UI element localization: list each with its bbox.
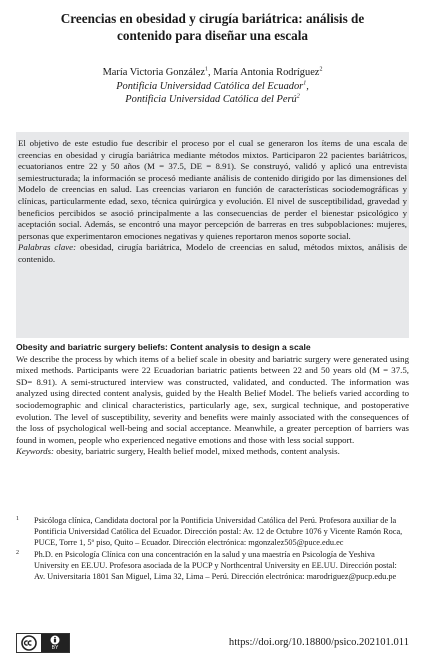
footnote-1-text: Psicóloga clínica, Candidata doctoral por la Pontificia Universidad Católica del Perú. Profesora auxiliar de la Pontificia Universidad Católica del Ecuador. Dirección postal: Av. 12 de Octubre 1076 y Vicente Ramón Roca, PUCE, Torre 1, 5º piso, Quito – Ecuador. Dirección electrónica: mgonzalez505@puce.edu.ec bbox=[34, 516, 403, 547]
abstract-spanish-text: El objetivo de este estudio fue describir el proceso por el cual se generaron los ítems de una escala de creencias en obesidad y cirugía bariátrica mediante métodos mixtos. Participaron 22 pacientes bariátricos, ecuatorianos entre 22 y 50 años (M = 37.5, DE = 8.91). Se construyó, validó y aplicó una entrevista semiestructurada; la información se procesó mediante análisis de contenido dirigido por las dimensiones del Modelo de creencias en salud. Las creencias variaron en función de características sociodemográficas y clínicas, particularmente edad, sexo, técnica quirúrgica y evolución. El nivel de susceptibilidad, gravedad y beneficios percibidos se asoció principalmente a las consecuencias de perder el bienestar psicológico y aceptación social. Además, se encontró una mayor percepción de barreras en tres subpoblaciones: mujeres, personas que experimentaron emociones negativas y quienes reportaron menos soporte social. bbox=[18, 138, 407, 241]
cc-icon bbox=[17, 634, 41, 652]
author-1: María Victoria González bbox=[102, 67, 206, 78]
title-line-1: Creencias en obesidad y cirugía bariátrica: análisis de bbox=[60, 11, 365, 26]
footnote-1-mark: 1 bbox=[16, 516, 19, 522]
keywords-spanish: Palabras clave: obesidad, cirugía bariátrica, Modelo de creencias en salud, métodos mixtos, análisis de contenido. bbox=[18, 242, 408, 264]
cc-by-license-badge[interactable] bbox=[16, 633, 70, 653]
title-line-2: contenido para diseñar una escala bbox=[117, 28, 308, 43]
footnote-2 bbox=[16, 550, 409, 583]
abstract-english-title: Obesity and bariatric surgery beliefs: Content analysis to design a scale bbox=[16, 342, 311, 352]
abstract-english-text: We describe the process by which items of a belief scale in obesity and bariatric surgery were generated using mixed methods. Participants were 22 Ecuadorian bariatric patients between 22 and 50 years old (M = 37.5, SD= 8.91). A semi-structured interview was constructed, validated, and conducted. The information was analyzed using directed content analysis, guided by the Health Belief Model. The beliefs varied according to sociodemographic and clinical characteristics, particularly age, sex, surgical technique, and postoperative evolution. The level of susceptibility, severity and benefits were mainly associated with the consequences of the loss of psychological well-being and social acceptance. Meanwhile, a greater perception of barriers was found in women, people who experienced negative emotions and those with less social support. bbox=[16, 353, 409, 445]
article-title bbox=[30, 10, 395, 44]
doi-link[interactable]: https://doi.org/10.18800/psico.202101.011 bbox=[228, 637, 409, 648]
affiliation-1: Pontificia Universidad Católica del Ecuador$^1$, bbox=[116, 80, 309, 92]
keywords-english: Keywords: obesity, bariatric surgery, Health belief model, mixed methods, content analysis. bbox=[16, 446, 340, 457]
footnote-1 bbox=[16, 516, 409, 549]
author-2-mark: 2 bbox=[319, 66, 323, 73]
by-label: BY bbox=[51, 645, 59, 651]
author-names bbox=[20, 66, 405, 80]
abstract-spanish bbox=[16, 132, 409, 338]
footnote-2-text: Ph.D. en Psicología Clínica con una concentración en la salud y una maestría en Psicología de Yeshiva University en EE.UU. Profesora asociada de la PUCP y Northcentral University en EE.UU. Dirección postal: Av. Universitaria 1801 San Miguel, Lima 32, Lima – Perú. Dirección electrónica: marodriguez@pucp.edu.pe bbox=[34, 549, 397, 581]
affiliation-2: Pontificia Universidad Católica del Perú$^2$ bbox=[125, 93, 300, 105]
footnotes bbox=[16, 516, 409, 583]
author-separator: , bbox=[208, 67, 214, 78]
author-2: María Antonia Rodríguez bbox=[213, 67, 320, 78]
abstract-english bbox=[16, 342, 409, 458]
footnote-2-mark: 2 bbox=[16, 549, 19, 556]
by-icon bbox=[41, 634, 69, 652]
author-block bbox=[20, 66, 405, 107]
author-1-mark: 1 bbox=[205, 66, 209, 73]
